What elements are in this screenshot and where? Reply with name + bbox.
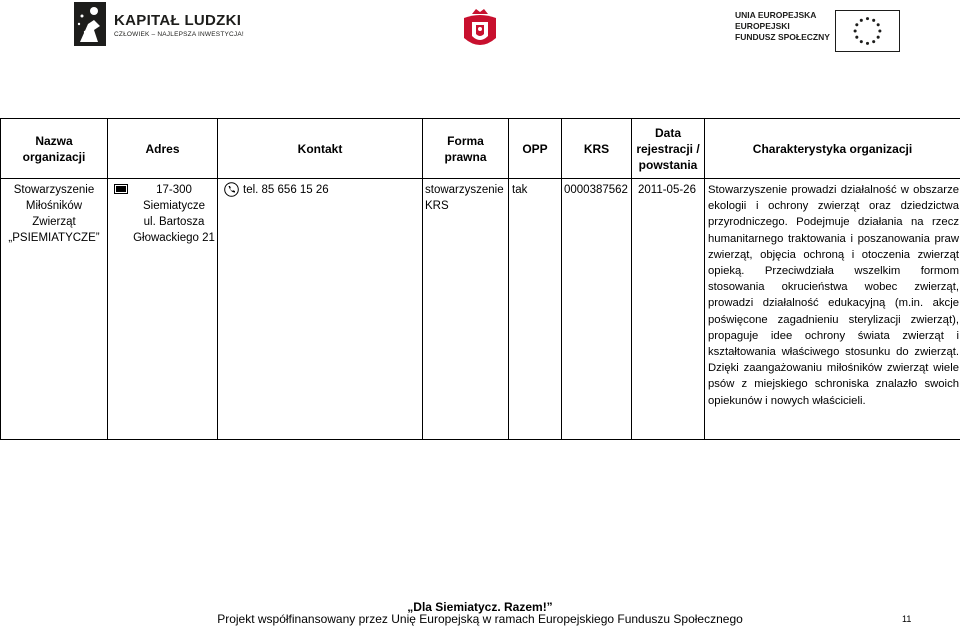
cell-data-rejestracji: 2011-05-26 bbox=[632, 179, 705, 440]
kapital-ludzki-title: KAPITAŁ LUDZKI bbox=[114, 12, 241, 29]
cell-adres: 17-300 Siemiatycze ul. Bartosza Głowackiego 21 bbox=[108, 179, 218, 440]
header-charakterystyka: Charakterystyka organizacji bbox=[705, 119, 960, 179]
kapital-ludzki-logo bbox=[74, 2, 234, 48]
header-nazwa: Nazwa organizacji bbox=[1, 119, 108, 179]
header-kontakt: Kontakt bbox=[218, 119, 423, 179]
header-forma-prawna: Forma prawna bbox=[423, 119, 509, 179]
eu-line-1: UNIA EUROPEJSKA bbox=[735, 10, 830, 21]
eu-logo bbox=[735, 10, 905, 54]
eu-line-2: EUROPEJSKI bbox=[735, 21, 830, 32]
coat-of-arms-icon bbox=[458, 6, 502, 52]
cell-opp: tak bbox=[509, 179, 562, 440]
eu-line-3: FUNDUSZ SPOŁECZNY bbox=[735, 32, 830, 43]
page-number: 11 bbox=[902, 614, 911, 624]
phone-icon bbox=[224, 182, 239, 197]
cell-charakterystyka: Stowarzyszenie prowadzi działalność w obszarze ekologii i ochrony zwierząt oraz dziedzictwa przyrodniczego. Podejmuje działania na rzecz humanitarnego traktowania i poszanowania praw zwierząt, objęcia ochroną i otoczenia zwierząt opieką. Przeciwdziała wszelkim formom stosowania okrucieństwa wobec zwierząt, prowadzi działalność edukacyjną (m.in. akcje poświęcone zagadnieniu sterylizacji zwierząt), propaguje idee ochrony świata zwierząt i kształtowania właściwego stosunku do zwierząt. Dzięki zaangażowaniu miłośników zwierząt wiele psów z miejskiego schroniska znalazło swoich opiekunów i nowych właścicieli. bbox=[705, 179, 960, 440]
kapital-ludzki-mark-icon bbox=[74, 2, 106, 46]
header-krs: KRS bbox=[562, 119, 632, 179]
footer-slogan: „Dla Siemiatycz. Razem!” bbox=[0, 600, 960, 614]
footer-text: Projekt współfinansowany przez Unię Europejską w ramach Europejskiego Funduszu Społecznego bbox=[0, 612, 960, 626]
kapital-ludzki-subtitle: CZŁOWIEK – NAJLEPSZA INWESTYCJA! bbox=[114, 31, 244, 38]
phone-number: tel. 85 656 15 26 bbox=[243, 182, 329, 198]
header-adres: Adres bbox=[108, 119, 218, 179]
cell-nazwa: Stowarzyszenie Miłośników Zwierząt „PSIEMIATYCZE” bbox=[1, 179, 108, 440]
envelope-icon bbox=[114, 184, 128, 194]
organization-table bbox=[0, 118, 960, 440]
cell-kontakt bbox=[218, 179, 423, 440]
table-header-row bbox=[1, 119, 960, 179]
header-opp: OPP bbox=[509, 119, 562, 179]
header-data-rejestracji: Data rejestracji / powstania bbox=[632, 119, 705, 179]
eu-flag-icon bbox=[835, 10, 900, 52]
cell-forma-prawna: stowarzyszenie KRS bbox=[423, 179, 509, 440]
cell-krs: 0000387562 bbox=[562, 179, 632, 440]
table-row bbox=[1, 179, 960, 440]
